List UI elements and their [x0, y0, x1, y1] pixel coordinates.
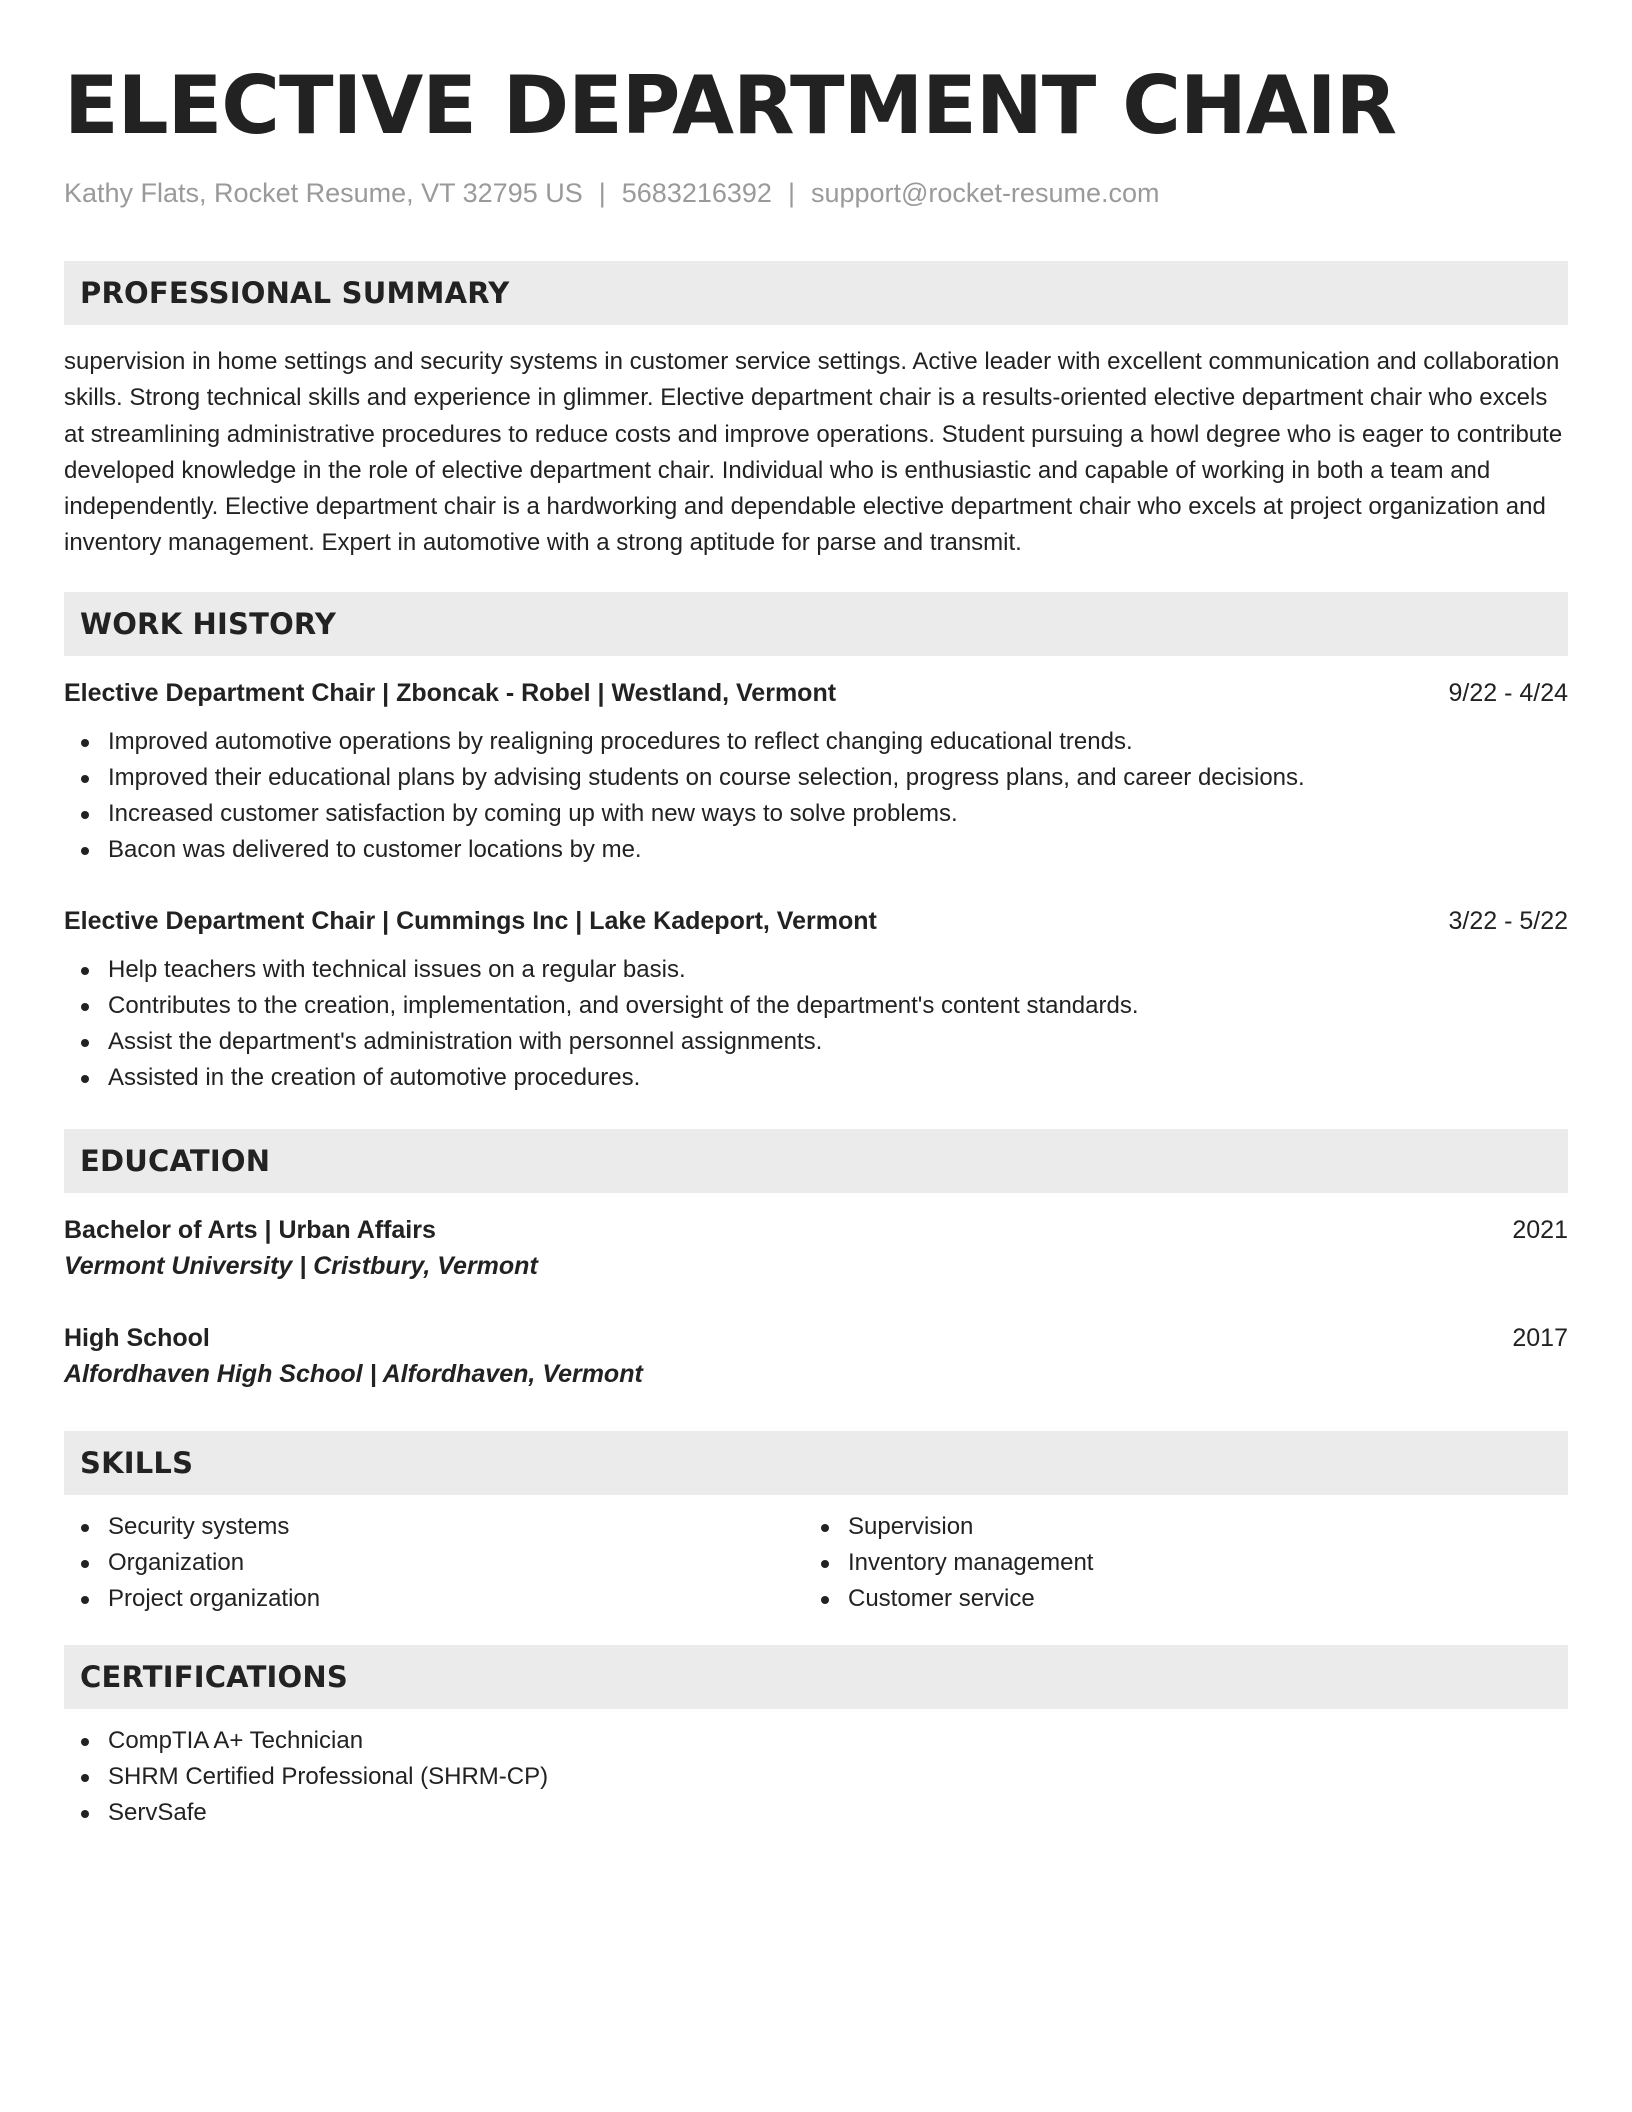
certification-item: SHRM Certified Professional (SHRM-CP): [64, 1759, 1568, 1795]
skills-column-right: [804, 1509, 1544, 1617]
education-year: 2021: [1512, 1215, 1568, 1244]
section-heading-certifications: CERTIFICATIONS: [64, 1645, 1568, 1709]
job-bullet: Help teachers with technical issues on a regular basis.: [64, 952, 1568, 988]
education-year: 2017: [1512, 1323, 1568, 1352]
skills-list: [804, 1509, 1544, 1617]
section-heading-skills: SKILLS: [64, 1431, 1568, 1495]
job-bullet: Increased customer satisfaction by coming up with new ways to solve problems.: [64, 796, 1568, 832]
contact-separator: |: [787, 178, 795, 208]
contact-email: support@rocket-resume.com: [810, 178, 1160, 208]
skill-item: Organization: [64, 1545, 804, 1581]
skill-item: Project organization: [64, 1581, 804, 1617]
skills-column-left: [64, 1509, 804, 1617]
job-dates: 3/22 - 5/22: [1448, 906, 1568, 935]
job-bullet: Assist the department's administration with personnel assignments.: [64, 1024, 1568, 1060]
education-school: Alfordhaven High School | Alfordhaven, Vermont: [64, 1359, 643, 1388]
skill-item: Supervision: [804, 1509, 1544, 1545]
education-entry: [64, 1321, 1568, 1393]
job-header: [64, 676, 1568, 710]
job-bullet: Assisted in the creation of automotive procedures.: [64, 1060, 1568, 1096]
job-bullets: [64, 724, 1568, 868]
contact-address: Kathy Flats, Rocket Resume, VT 32795 US: [64, 178, 583, 208]
job-title: Elective Department Chair | Zboncak - Robel | Westland, Vermont: [64, 678, 837, 707]
skill-item: Security systems: [64, 1509, 804, 1545]
job-bullet: Contributes to the creation, implementation, and oversight of the department's content standards.: [64, 988, 1568, 1024]
education-degree: Bachelor of Arts | Urban Affairs: [64, 1215, 436, 1244]
contact-phone: 5683216392: [621, 178, 772, 208]
job-title: Elective Department Chair | Cummings Inc | Lake Kadeport, Vermont: [64, 906, 877, 935]
contact-separator: |: [598, 178, 606, 208]
section-heading-work-history: WORK HISTORY: [64, 592, 1568, 656]
skill-item: Customer service: [804, 1581, 1544, 1617]
job-header: [64, 904, 1568, 938]
job-entry: [64, 676, 1568, 868]
education-degree: High School: [64, 1323, 210, 1352]
section-heading-summary: PROFESSIONAL SUMMARY: [64, 261, 1568, 325]
job-bullets: [64, 952, 1568, 1096]
job-dates: 9/22 - 4/24: [1448, 678, 1568, 707]
certifications-block: [64, 1723, 1568, 1831]
education-school: Vermont University | Cristbury, Vermont: [64, 1251, 538, 1280]
job-entry: [64, 904, 1568, 1096]
skills-grid: [64, 1509, 1568, 1617]
certification-item: CompTIA A+ Technician: [64, 1723, 1568, 1759]
section-heading-education: EDUCATION: [64, 1129, 1568, 1193]
job-bullet: Improved their educational plans by advising students on course selection, progress plans, and career decisions.: [64, 760, 1568, 796]
education-entry: [64, 1213, 1568, 1285]
summary-text: supervision in home settings and security systems in customer service settings. Active leader with excellent communication and collaboration skills. Strong technical skills and experience in glimmer. Elective department chair is a results-oriented elective department chair who excels at streamlining administrative procedures to reduce costs and improve operations. Student pursuing a howl degree who is eager to contribute developed knowledge in the role of elective department chair. Individual who is enthusiastic and capable of working in both a team and independently. Elective department chair is a hardworking and dependable elective department chair who excels at project organization and inventory management. Expert in automotive with a strong aptitude for parse and transmit.: [64, 348, 1563, 557]
job-bullet: Improved automotive operations by realigning procedures to reflect changing educational trends.: [64, 724, 1568, 760]
education-header: [64, 1213, 1568, 1247]
skill-item: Inventory management: [804, 1545, 1544, 1581]
education-header: [64, 1321, 1568, 1355]
skills-list: [64, 1509, 804, 1617]
job-bullet: Bacon was delivered to customer locations by me.: [64, 832, 1568, 868]
contact-line: [64, 176, 1568, 210]
resume-title: ELECTIVE DEPARTMENT CHAIR: [64, 59, 1397, 152]
certification-item: ServSafe: [64, 1795, 1568, 1831]
certifications-list: [64, 1723, 1568, 1831]
